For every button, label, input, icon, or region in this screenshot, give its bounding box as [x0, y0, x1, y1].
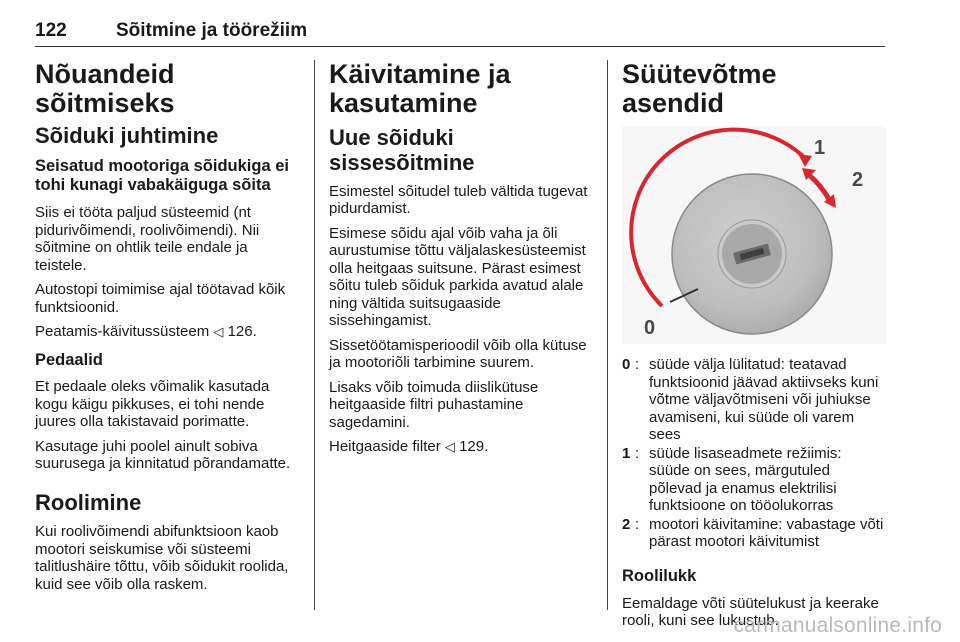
subsection-heading-steering: Roolimine [35, 489, 142, 515]
legend-item [622, 445, 886, 515]
column-3 [622, 60, 886, 637]
paragraph: Esimestel sõitudel tuleb vältida tugevat pidurdamist. [329, 182, 588, 218]
column-2 [329, 60, 593, 463]
legend-separator: : [635, 356, 640, 374]
watermark: carmanualsonline.info [733, 614, 942, 637]
page-number: 122 [35, 20, 67, 41]
page-reference-icon: ◁ [213, 324, 224, 340]
section-heading-starting: Käivitamine ja kasutamine [329, 59, 511, 119]
legend-separator: : [635, 444, 640, 462]
paragraph: Et pedaale oleks võimalik kasutada kogu käigu pikkuses, ei tohi nende juures olla takistavaid porimatte. [35, 378, 270, 431]
reference-page: 129. [454, 438, 489, 456]
paragraph: Sissetöötamisperioodil võib olla kütuse ja mootoriõli tarbimine suurem. [329, 336, 587, 372]
heading-pedals: Pedaalid [35, 350, 103, 369]
reference-text: Peatamis-käivitussüsteem [35, 323, 214, 341]
position-label-2: 2 [852, 169, 864, 192]
paragraph: Esimese sõidu ajal võib vaha ja õli aurustumise tõttu väljalaskesüsteemist olla heitgaas suitsune. Pärast esimest sõitu tuleb sõiduk parkida avatud alale ning vältida suitsugaaside sissehingamist. [329, 224, 586, 330]
column-divider [607, 60, 608, 610]
legend-item [622, 516, 886, 551]
paragraph: Lisaks võib toimuda diislikütuse heitgaaside filtri puhastamine sagedamini. [329, 378, 539, 431]
cross-reference-exhaust-filter[interactable] [329, 438, 593, 456]
legend-key: 2 [622, 515, 631, 533]
legend-key: 1 [622, 444, 631, 462]
legend-text: mootori käivitamine: vabastage võti pärast mootori käivitumist [649, 515, 884, 551]
legend-key: 0 [622, 356, 631, 374]
cross-reference-stop-start[interactable] [35, 323, 299, 341]
paragraph: Kui roolivõimendi abifunktsioon kaob mootori seiskumise või süsteemi talitlushäire tõttu, võib sõidukit roolida, kuid see võib olla raskem. [35, 523, 289, 593]
position-legend [622, 356, 886, 551]
subsection-heading-running-in: Uue sõiduki sissesõitmine [329, 125, 475, 175]
page-reference-icon: ◁ [444, 439, 455, 455]
subsection-heading-vehicle-control: Sõiduki juhtimine [35, 123, 219, 149]
column-1 [35, 60, 299, 600]
legend-text: süüde lisaseadmete režiimis: süüde on sees, märgutuled põlevad ja enamus elektrilisi funktsioone on tööolukorras [649, 444, 842, 515]
section-heading-ignition-positions: Süütevõtme asendid [622, 59, 777, 119]
position-label-0: 0 [644, 317, 656, 340]
page-header [35, 20, 885, 47]
paragraph: Kasutage juhi poolel ainult sobiva suurusega ja kinnitatud põrandamatte. [35, 437, 291, 473]
heading-steering-lock: Roolilukk [622, 566, 697, 585]
ignition-switch-illustration [622, 126, 886, 344]
legend-item [622, 356, 886, 444]
paragraph: Autostopi toimimise ajal töötavad kõik funktsioonid. [35, 281, 286, 316]
section-heading-driving-tips: Nõuandeid sõitmiseks [35, 59, 175, 119]
legend-separator: : [635, 515, 640, 533]
reference-text: Heitgaaside filter [329, 438, 445, 456]
warning-heading-coasting: Seisatud mootoriga sõidukiga ei tohi kunagi vabakäiguga sõita [35, 156, 289, 195]
chapter-title: Sõitmine ja töörežiim [116, 20, 308, 41]
column-divider [314, 60, 315, 610]
paragraph: Siis ei tööta paljud süsteemid (nt pidurivõimendi, roolivõimendi). Nii sõitmine on ohtlik teile endale ja teistele. [35, 204, 260, 274]
position-label-1: 1 [814, 137, 826, 160]
legend-text: süüde välja lülitatud: teatavad funktsioonid jäävad aktiivseks kuni võtme väljavõtmiseni või juhiukse avamiseni, kui süüde oli varem sees [649, 356, 879, 444]
reference-page: 126. [223, 323, 257, 341]
paragraph: Eemaldage võti süütelukust ja keerake rooli, kuni see lukustub. [622, 594, 879, 630]
